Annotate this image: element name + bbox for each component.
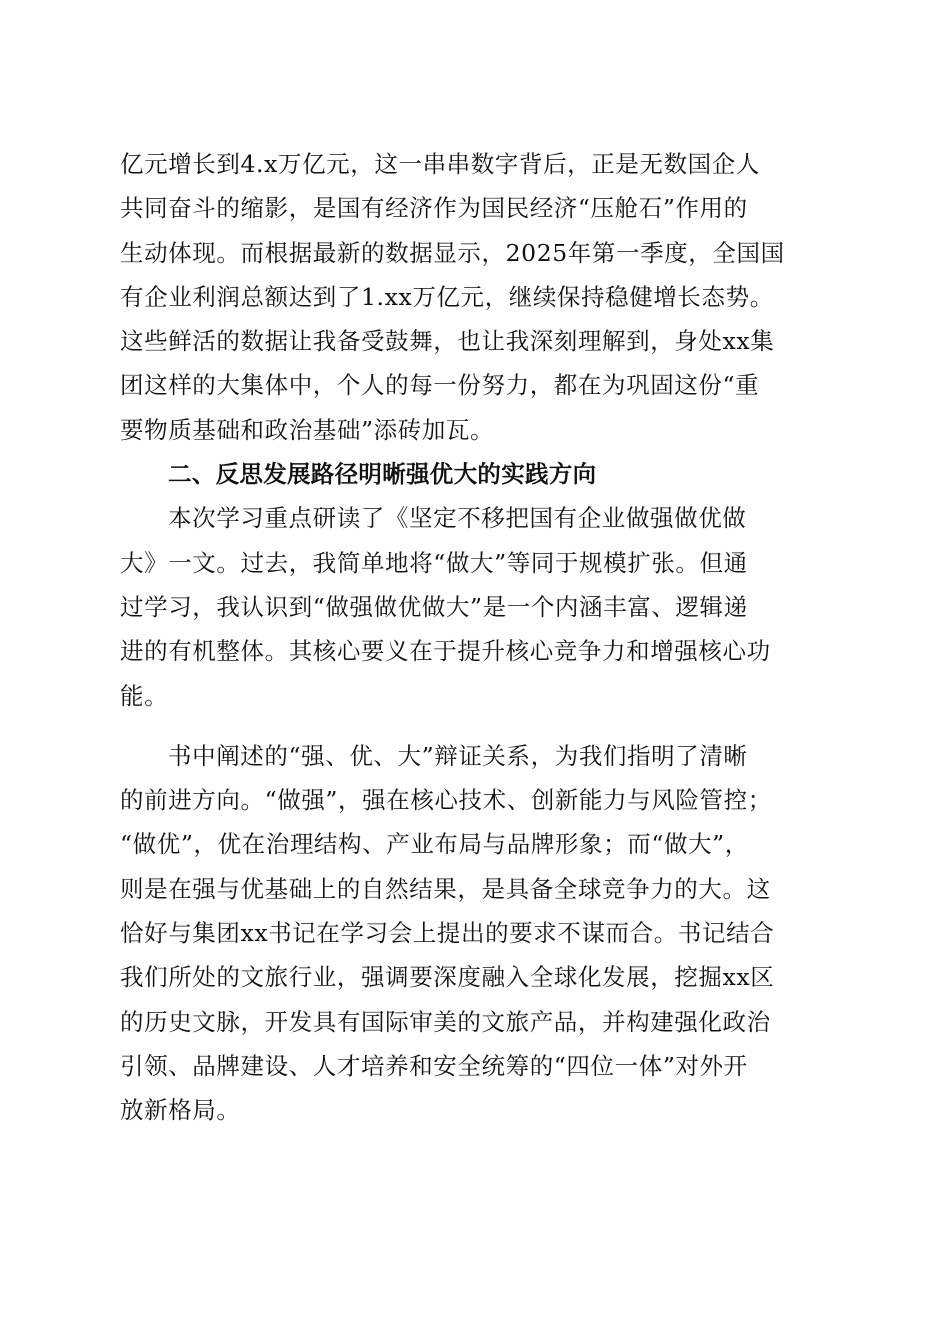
text-line: 能。 <box>120 681 169 710</box>
text-line: “做优”，优在治理结构、产业布局与品牌形象；而“做大”， <box>120 830 749 859</box>
text-line: 这些鲜活的数据让我备受鼓舞，也让我深刻理解到，身处xx集 <box>120 327 775 356</box>
text-line: 生动体现。而根据最新的数据显示，2025年第一季度，全国国 <box>120 238 785 267</box>
section-heading: 二、反思发展路径明晰强优大的实践方向 <box>168 460 597 489</box>
text-line: 的历史文脉，开发具有国际审美的文旅产品，并构建强化政治 <box>120 1007 771 1036</box>
text-line: 有企业利润总额达到了1.xx万亿元，继续保持稳健增长态势。 <box>120 282 774 311</box>
text-line: 本次学习重点研读了《坚定不移把国有企业做强做优做 <box>168 504 747 533</box>
text-line: 大》一文。过去，我简单地将“做大”等同于规模扩张。但通 <box>120 548 748 577</box>
text-line: 团这样的大集体中，个人的每一份努力，都在为巩固这份“重 <box>120 371 760 400</box>
text-line: 书中阐述的“强、优、大”辩证关系，为我们指明了清晰 <box>168 741 748 770</box>
text-line: 引领、品牌建设、人才培养和安全统筹的“四位一体”对外开 <box>120 1051 748 1080</box>
paragraph-2 <box>120 496 832 717</box>
text-line: 过学习，我认识到“做强做优做大”是一个内涵丰富、逻辑递 <box>120 592 748 621</box>
text-line: 进的有机整体。其核心要义在于提升核心竞争力和增强核心功 <box>120 637 771 666</box>
text-line: 放新格局。 <box>120 1096 241 1125</box>
text-line: 要物质基础和政治基础”添砖加瓦。 <box>120 415 495 444</box>
text-line: 共同奋斗的缩影，是国有经济作为国民经济“压舱石”作用的 <box>120 194 748 223</box>
paragraph-spacer <box>120 718 832 734</box>
text-line: 恰好与集团xx书记在学习会上提出的要求不谋而合。书记结合 <box>120 919 775 948</box>
paragraph-1 <box>120 142 832 452</box>
paragraph-3 <box>120 734 832 1133</box>
text-line: 亿元增长到4.x万亿元，这一串串数字背后，正是无数国企人 <box>120 150 760 178</box>
text-line: 则是在强与优基础上的自然结果，是具备全球竞争力的大。这 <box>120 874 771 903</box>
document-body <box>120 142 832 1133</box>
text-line: 我们所处的文旅行业，强调要深度融入全球化发展，挖掘xx区 <box>120 963 775 992</box>
text-line: 的前进方向。“做强”，强在核心技术、创新能力与风险管控； <box>120 786 772 815</box>
